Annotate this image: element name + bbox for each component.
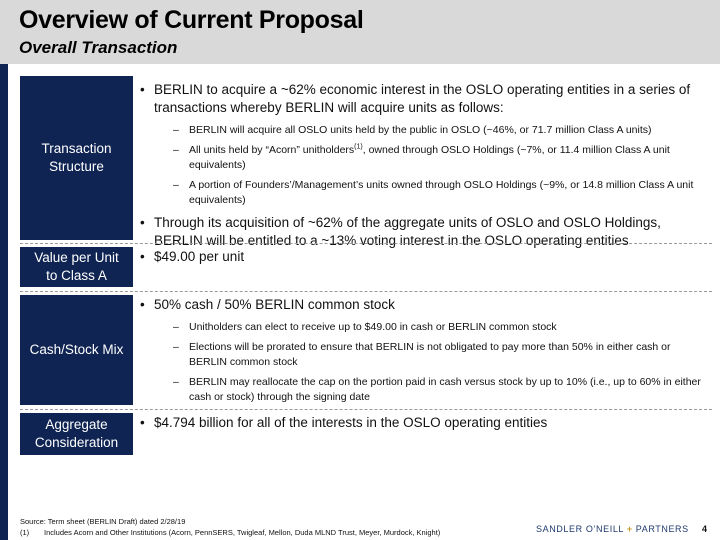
bullet-structure-voting: • Through its acquisition of ~62% of the aggregate units of OSLO and OSLO Holdings, BERLIN will be entitled to a ~13% voting interest in the OSLO operating entities bbox=[140, 214, 710, 250]
sub-bullet-election: – Unitholders can elect to receive up to $49.00 in cash or BERLIN common stock bbox=[140, 320, 710, 335]
section-divider bbox=[20, 243, 712, 244]
logo-plus: + bbox=[626, 524, 633, 534]
label-transaction-structure-text: Transaction Structure bbox=[41, 141, 112, 174]
page-number: 4 bbox=[702, 524, 708, 534]
sub-bullet-acorn-units bbox=[140, 143, 710, 173]
section-divider bbox=[20, 409, 712, 410]
section-value-per-unit bbox=[140, 248, 710, 266]
footer-footnote bbox=[20, 528, 440, 537]
footnote-text: Includes Acorn and Other Institutions (Acorn, PennSERS, Twigleaf, Mellon, Duda MLND Trust, Meyer, Murdock, Knight) bbox=[44, 528, 441, 537]
sub-bullet-public-units: – BERLIN will acquire all OSLO units held by the public in OSLO (~46%, or 71.7 million Class A units) bbox=[140, 123, 710, 138]
section-transaction-structure bbox=[140, 81, 710, 250]
bullet-aggregate: • $4.794 billion for all of the interests in the OSLO operating entities bbox=[140, 414, 710, 432]
section-cash-stock-mix bbox=[140, 296, 710, 405]
sub-bullet-reallocation: – BERLIN may reallocate the cap on the portion paid in cash versus stock by up to 10% (i.e., up to 60% in either cash or stock) through the signing date bbox=[140, 375, 710, 405]
bullet-mix-main: • 50% cash / 50% BERLIN common stock bbox=[140, 296, 710, 314]
bullet-value: • $49.00 per unit bbox=[140, 248, 710, 266]
footer-source: Source: Term sheet (BERLIN Draft) dated 2/28/19 bbox=[20, 517, 186, 526]
firm-logo bbox=[536, 524, 689, 534]
acorn-text-post: , owned through OSLO Holdings (~7%, or 11.4 million Class A unit equivalents) bbox=[189, 144, 670, 171]
header-bar bbox=[0, 0, 720, 64]
bullet-structure-main: • BERLIN to acquire a ~62% economic interest in the OSLO operating entities in a series of transactions whereby BERLIN will acquire units as follows: bbox=[140, 81, 710, 117]
logo-right-text: PARTNERS bbox=[635, 524, 689, 534]
section-divider bbox=[20, 291, 712, 292]
left-accent-bar bbox=[0, 64, 8, 540]
logo-left-text: SANDLER O’NEILL bbox=[536, 524, 624, 534]
label-value-per-unit-text: Value per Unit to Class A bbox=[34, 250, 119, 283]
sub-bullet-founders-units: – A portion of Founders’/Management’s units owned through OSLO Holdings (~9%, or 14.8 million Class A unit equivalents) bbox=[140, 178, 710, 208]
sub-bullet-proration: – Elections will be prorated to ensure that BERLIN is not obligated to pay more than 50% in either cash or BERLIN common stock bbox=[140, 340, 710, 370]
footnote-number: (1) bbox=[20, 528, 30, 537]
page-subtitle: Overall Transaction bbox=[19, 38, 178, 57]
label-aggregate-consideration bbox=[20, 413, 133, 455]
label-aggregate-consideration-text: Aggregate Consideration bbox=[34, 417, 119, 450]
footnote-ref: (1) bbox=[354, 143, 363, 151]
label-transaction-structure bbox=[20, 76, 133, 240]
section-aggregate-consideration bbox=[140, 414, 710, 432]
label-value-per-unit bbox=[20, 247, 133, 287]
page-title: Overview of Current Proposal bbox=[19, 6, 364, 34]
label-cash-stock-mix bbox=[20, 295, 133, 405]
label-cash-stock-mix-text: Cash/Stock Mix bbox=[29, 342, 124, 357]
acorn-text-pre: All units held by “Acorn” unitholders bbox=[189, 144, 355, 156]
